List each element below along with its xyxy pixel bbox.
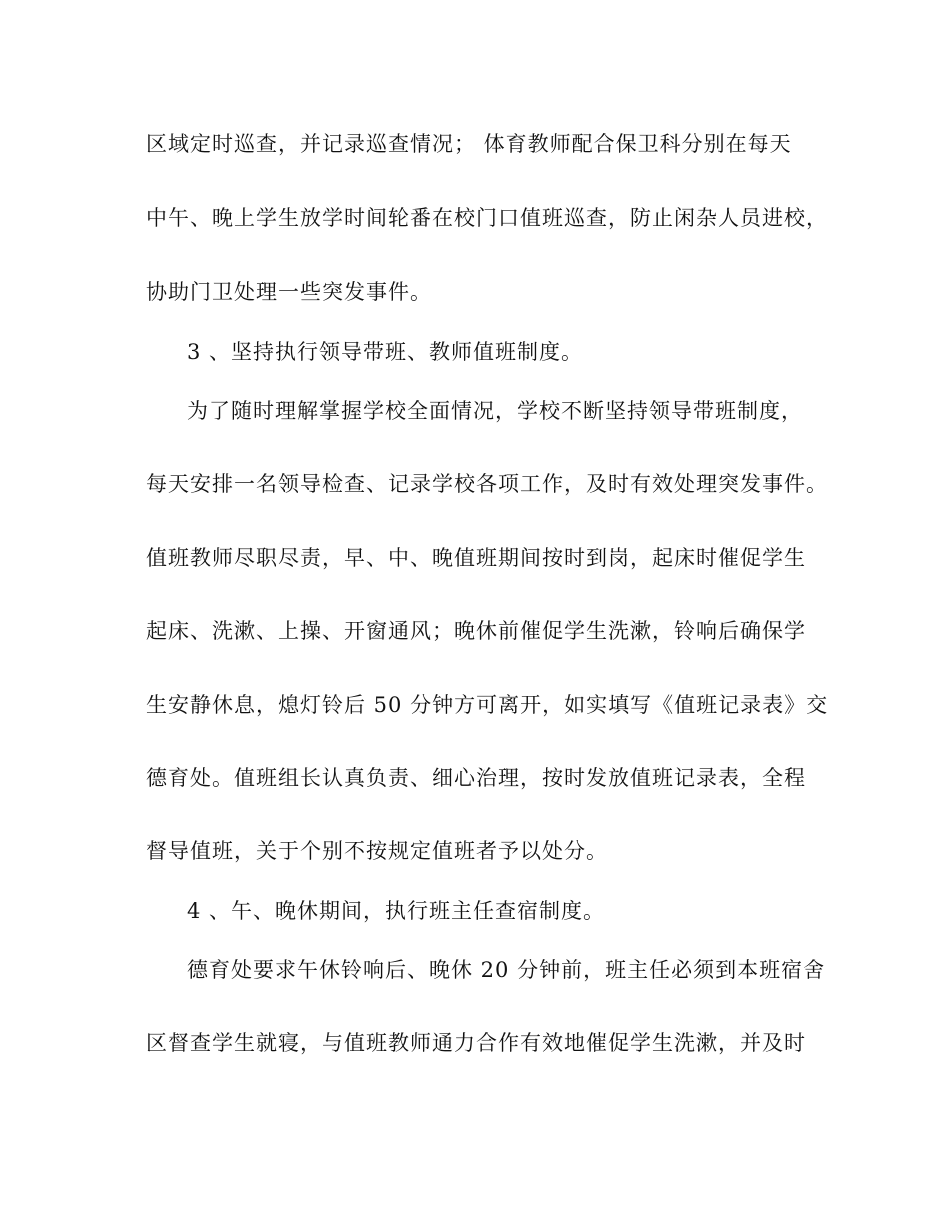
text-line: 德育处。值班组长认真负责、细心治理，按时发放值班记录表，全程: [146, 766, 806, 790]
paragraph-first-line: 德育处要求午休铃响后、晚休 20 分钟前，班主任必须到本班宿舍: [187, 958, 826, 982]
section-heading: 4 、午、晚休期间，执行班主任查宿制度。: [187, 899, 606, 923]
text-line: 中午、晚上学生放学时间轮番在校门口值班巡查，防止闲杂人员进校，: [146, 206, 828, 230]
text-line: 协助门卫处理一些突发事件。: [146, 280, 432, 304]
paragraph-first-line: 为了随时理解掌握学校全面情况，学校不断坚持领导带班制度，: [187, 399, 803, 423]
section-heading: 3 、坚持执行领导带班、教师值班制度。: [187, 340, 584, 364]
text-line: 每天安排一名领导检查、记录学校各项工作，及时有效处理突发事件。: [146, 472, 828, 496]
text-line: 区域定时巡查，并记录巡查情况； 体育教师配合保卫科分别在每天: [146, 132, 792, 156]
text-line: 起床、洗漱、上操、开窗通风；晚休前催促学生洗漱，铃响后确保学: [146, 619, 806, 643]
text-line: 区督查学生就寝，与值班教师通力合作有效地催促学生洗漱，并及时: [146, 1031, 806, 1055]
text-line: 值班教师尽职尽责，早、中、晚值班期间按时到岗，起床时催促学生: [146, 546, 806, 570]
text-line: 督导值班，关于个别不按规定值班者予以处分。: [146, 839, 608, 863]
text-line: 生安静休息，熄灯铃后 50 分钟方可离开，如实填写《值班记录表》交: [146, 693, 829, 717]
